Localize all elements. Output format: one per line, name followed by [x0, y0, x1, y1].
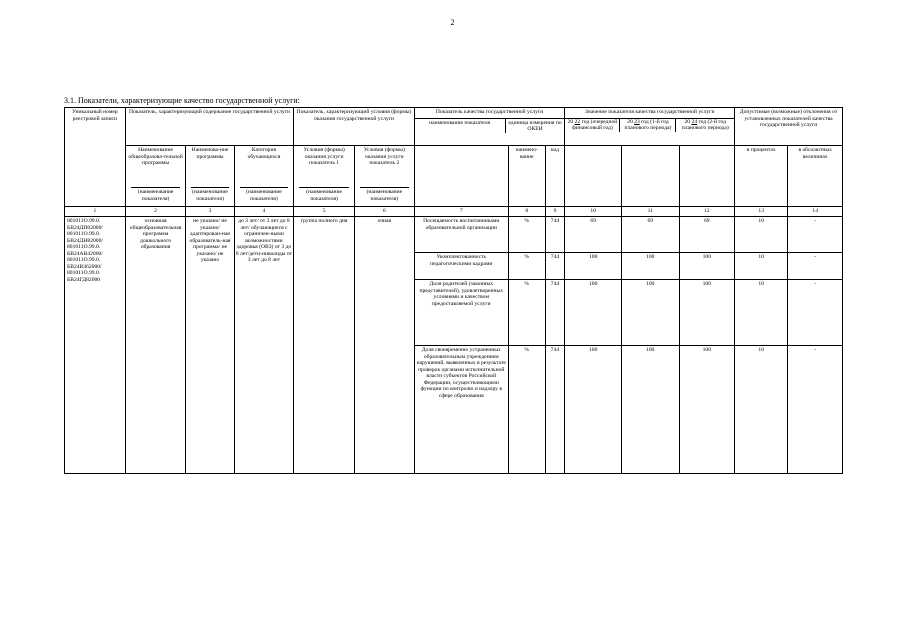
indicator-code: 744: [545, 253, 565, 280]
column-number: 4: [234, 207, 294, 217]
record-condition-2: очная: [354, 217, 414, 474]
indicator-value-2024: 69: [679, 217, 734, 253]
deviation-absolute: -: [788, 346, 843, 474]
column-number: 7: [414, 207, 508, 217]
indicator-unit: %: [508, 280, 545, 346]
header-year-2024-cell: [679, 146, 734, 207]
indicator-value-2022: 69: [565, 217, 622, 253]
header-category: Категория обучающихся (наименование показателя): [234, 146, 294, 207]
deviation-percent: 10: [735, 280, 788, 346]
header-indicator-value-title: Значение показателя качества государственной услуги: [584, 109, 715, 115]
record-program-name: не указано/ не указано/ адаптирован-ная образователь-ная программа/ не указано/ не указано: [186, 217, 234, 474]
header-absolute: в абсолютных величинах: [788, 146, 843, 207]
indicator-code: 744: [545, 217, 565, 253]
column-number: 5: [294, 207, 355, 217]
indicator-unit: %: [508, 217, 545, 253]
indicator-code: 744: [545, 280, 565, 346]
indicator-value-2023: 69: [621, 217, 679, 253]
header-quality-indicator: [414, 108, 565, 146]
page-number: 2: [450, 18, 455, 27]
header-unit-code: код: [545, 146, 565, 207]
deviation-percent: 10: [735, 346, 788, 474]
indicator-value-2024: 100: [679, 346, 734, 474]
column-number: 14: [788, 207, 843, 217]
indicator-unit: %: [508, 346, 545, 474]
deviation-percent: 10: [735, 253, 788, 280]
indicator-name: Посещаемость воспитанниками образовательной организации: [414, 217, 508, 253]
indicator-unit: %: [508, 253, 545, 280]
record-codes: 801011О.99.0. БВ24ДП02000/ 801011О.99.0. БВ24ДН82000/ 801011О.99.0. БВ24АВ42000/ 801011О.99.0. БВ24ВЗ62000/ 801011О.99.0. БВ24ГД82000: [65, 217, 126, 474]
header-quality-indicator-title: Показатель качества государственной услуги: [435, 109, 544, 115]
column-number: 12: [679, 207, 734, 217]
deviation-absolute: -: [788, 280, 843, 346]
deviation-absolute: -: [788, 217, 843, 253]
column-number: 1: [65, 207, 126, 217]
column-number: 10: [565, 207, 622, 217]
header-condition-1: Условия (формы) оказания услуги показатель 1 (наименование показателя): [294, 146, 355, 207]
quality-indicators-table: [64, 107, 843, 474]
header-year-2023-cell: [621, 146, 679, 207]
header-content-indicator: Показатель, характеризующий содержание государственной услуги: [125, 108, 294, 146]
column-numbers-row: [65, 207, 843, 217]
record-condition-1: группа полного дня: [294, 217, 355, 474]
header-condition-2: Условия (формы) оказания услуги показатель 2 (наименование показателя): [354, 146, 414, 207]
section-title: 3.1. Показатели, характеризующие качество государственной услуги:: [64, 96, 300, 105]
record-category: до 3 лет/ от 3 лет до 8 лет/ обучающиеся с ограничен-ными возможностями здоровья (ОВЗ) от 3 до 8 лет/дети-инвалиды от 3 лет до 8 лет: [234, 217, 294, 474]
header-allowed-deviation: Допустимые (возможные) отклонения от установленных показателей качества государственной услуги: [735, 108, 843, 146]
header-indicator-name: наименование показателя: [415, 119, 506, 133]
indicator-name: Доля родителей (законных представителей), удовлетворенных условиями и качеством предоставляемой услуги: [414, 280, 508, 346]
indicator-name: Укомплектованность педагогическими кадрами: [414, 253, 508, 280]
record-program-type: основная общеобразовательная программа дошкольного образования: [125, 217, 186, 474]
column-number: 13: [735, 207, 788, 217]
header-year-2023: 20 23 год (1-й год планового периода): [620, 119, 676, 132]
header-unit-name: наимено-вание: [508, 146, 545, 207]
header-indicator-value: [565, 108, 735, 146]
indicator-value-2022: 100: [565, 346, 622, 474]
header-unique-number: Уникальный номер реестровой записи: [65, 108, 126, 207]
header-indicator-name-cell: [414, 146, 508, 207]
header-program-type: Наименование общеобразова-тельной программы (наименование показателя): [125, 146, 186, 207]
header-year-2022: 20 22 год (очередной финансовый год): [565, 119, 620, 132]
column-number: 8: [508, 207, 545, 217]
indicator-value-2024: 100: [679, 280, 734, 346]
column-number: 9: [545, 207, 565, 217]
deviation-percent: 10: [735, 217, 788, 253]
header-program-name: Наименова-ние программы (наименование показателя): [186, 146, 234, 207]
header-year-2024: 20 24 год (2-й год планового периода): [681, 118, 729, 132]
indicator-code: 744: [545, 346, 565, 474]
indicator-value-2023: 100: [621, 346, 679, 474]
indicator-value-2023: 100: [621, 253, 679, 280]
indicator-value-2022: 100: [565, 280, 622, 346]
header-unit-okei: единица измерения по ОКЕИ: [508, 119, 562, 133]
header-percent: в процентах: [735, 146, 788, 207]
table-row: [65, 217, 843, 253]
column-number: 6: [354, 207, 414, 217]
indicator-value-2023: 100: [621, 280, 679, 346]
indicator-name: Доля своевременно устраненных образовательным учреждением нарушений, выявленных в результате проверок органами исполнительной власти субъектов Российской Федерации, осуществляющими функции по контролю и надзору в сфере образования: [414, 346, 508, 474]
indicator-value-2022: 100: [565, 253, 622, 280]
indicator-value-2024: 100: [679, 253, 734, 280]
column-number: 3: [186, 207, 234, 217]
column-number: 11: [621, 207, 679, 217]
column-number: 2: [125, 207, 186, 217]
header-year-2022-cell: [565, 146, 622, 207]
header-conditions-indicator: Показатель, характеризующий условия (формы) оказания государственной услуги: [294, 108, 414, 146]
deviation-absolute: -: [788, 253, 843, 280]
